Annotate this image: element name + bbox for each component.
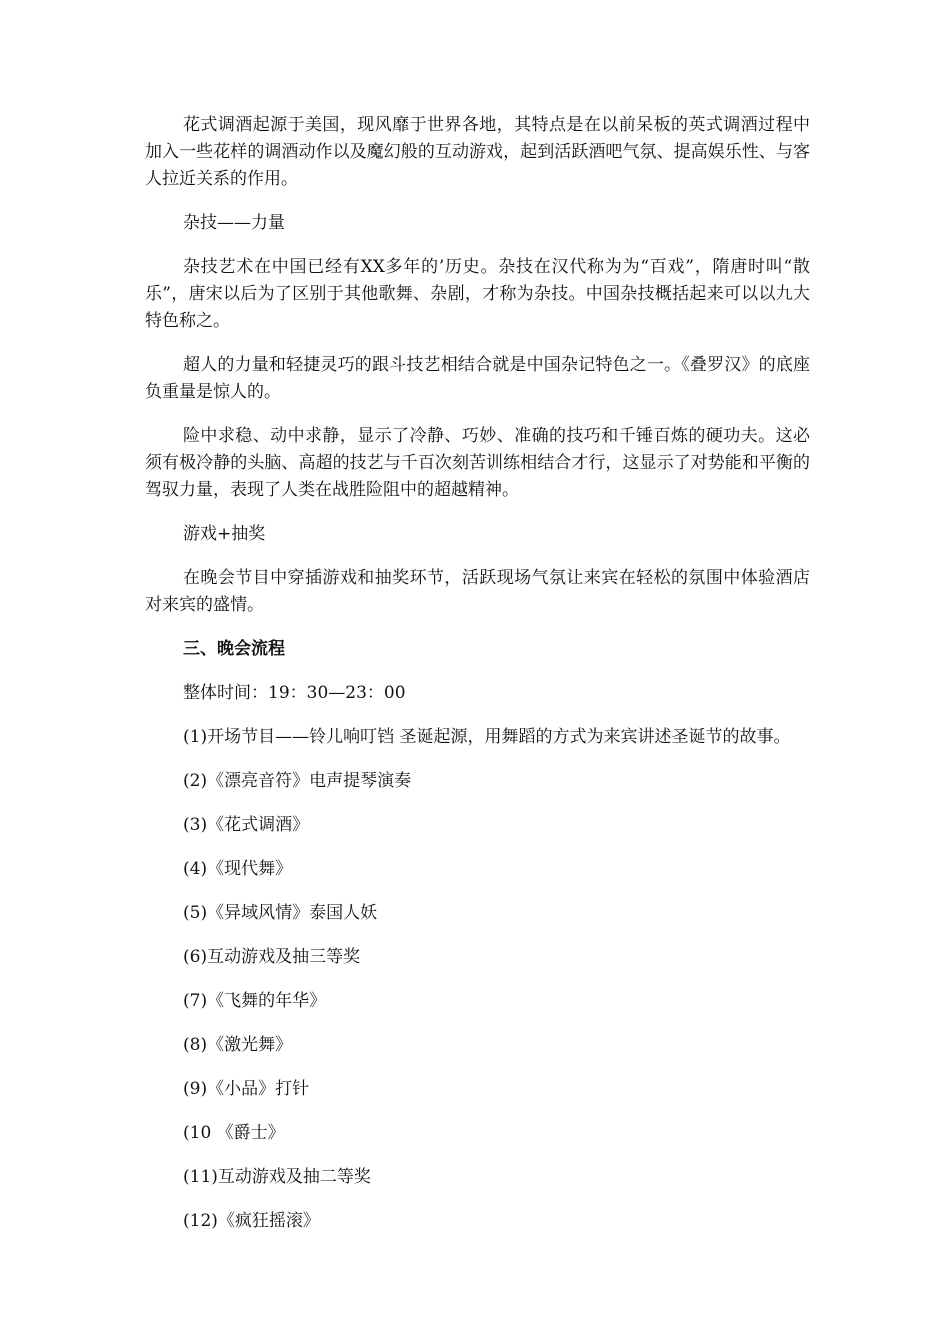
heading-acrobatics: 杂技——力量 <box>183 213 285 233</box>
program-item-2: (2)《漂亮音符》电声提琴演奏 <box>183 771 412 791</box>
program-item-3: (3)《花式调酒》 <box>183 815 310 835</box>
program-item-10: (10 《爵士》 <box>183 1123 285 1143</box>
heading-games: 游戏+抽奖 <box>183 524 266 544</box>
program-item-12: (12)《疯狂摇滚》 <box>183 1211 320 1231</box>
program-item-6: (6)互动游戏及抽三等奖 <box>183 947 361 967</box>
heading-section-three: 三、晚会流程 <box>183 639 285 659</box>
paragraph-games-description: 在晚会节目中穿插游戏和抽奖环节，活跃现场气氛让来宾在轻松的氛围中体验酒店对来宾的盛情。 <box>145 568 810 615</box>
program-item-1: (1)开场节目——铃儿响叮铛 圣诞起源，用舞蹈的方式为来宾讲述圣诞节的故事。 <box>183 727 791 747</box>
paragraph-acrobatics-strength: 超人的力量和轻捷灵巧的跟斗技艺相结合就是中国杂记特色之一。《叠罗汉》的底座负重量是惊人的。 <box>145 355 810 402</box>
paragraph-acrobatics-history: 杂技艺术在中国已经有XX多年的’历史。杂技在汉代称为为“百戏”，隋唐时叫“散乐”，唐宋以后为了区别于其他歌舞、杂剧，才称为杂技。中国杂技概括起来可以以九大特色称之。 <box>145 257 810 331</box>
program-item-5: (5)《异域风情》泰国人妖 <box>183 903 378 923</box>
paragraph-acrobatics-balance: 险中求稳、动中求静，显示了冷静、巧妙、准确的技巧和千锤百炼的硬功夫。这必须有极冷静的头脑、高超的技艺与千百次刻苦训练相结合才行，这显示了对势能和平衡的驾驭力量，表现了人类在战胜险阻中的超越精神。 <box>145 426 810 500</box>
overall-time: 整体时间：19：30—23：00 <box>183 683 406 703</box>
program-item-8: (8)《激光舞》 <box>183 1035 293 1055</box>
document-body <box>145 112 810 1252</box>
paragraph-bartending-intro: 花式调酒起源于美国，现风靡于世界各地，其特点是在以前呆板的英式调酒过程中加入一些花样的调酒动作以及魔幻般的互动游戏，起到活跃酒吧气氛、提高娱乐性、与客人拉近关系的作用。 <box>145 115 810 189</box>
program-item-4: (4)《现代舞》 <box>183 859 293 879</box>
program-list <box>145 724 810 1235</box>
program-item-11: (11)互动游戏及抽二等奖 <box>183 1167 371 1187</box>
program-item-7: (7)《飞舞的年华》 <box>183 991 327 1011</box>
program-item-9: (9)《小品》打针 <box>183 1079 310 1099</box>
